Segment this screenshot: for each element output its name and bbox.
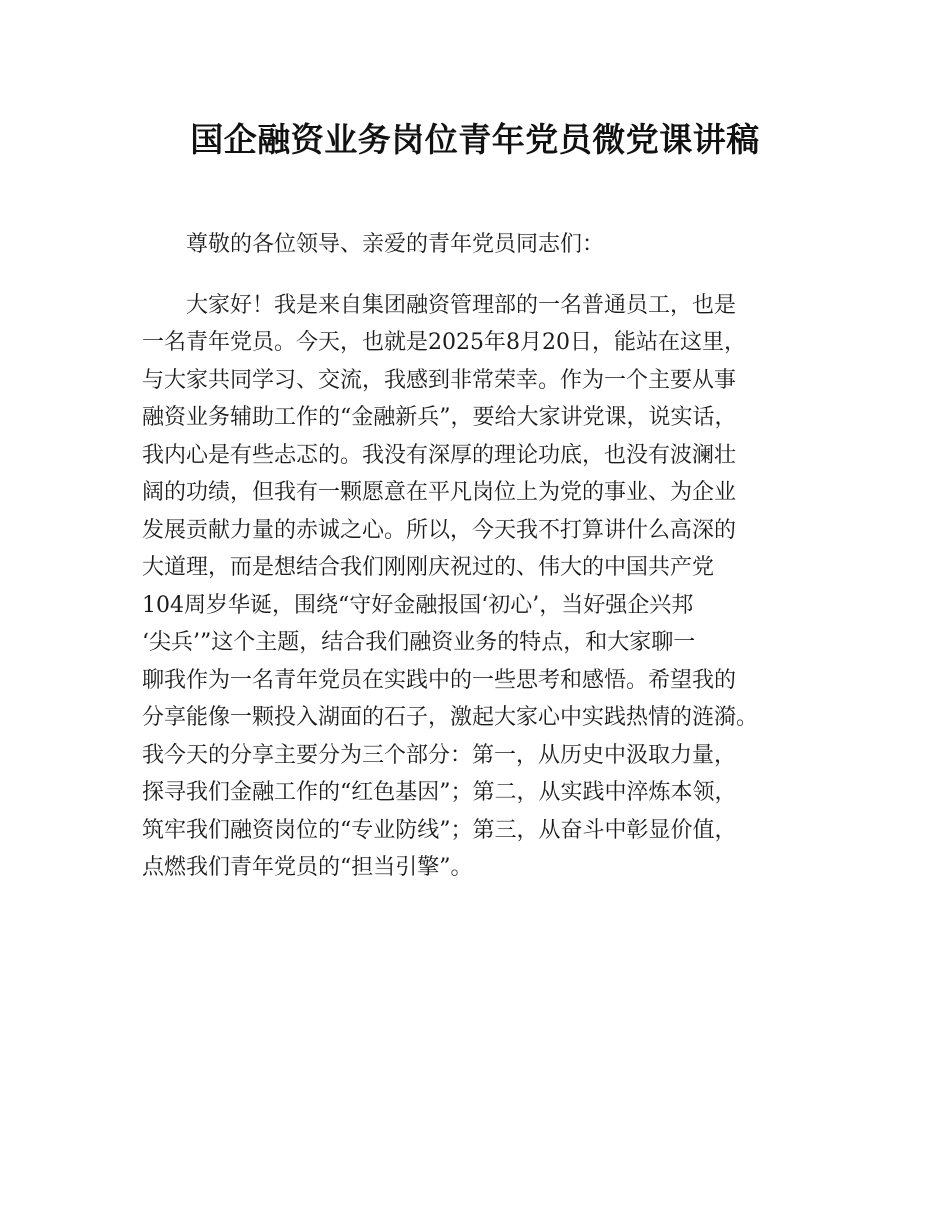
paragraph-line: 大道理，而是想结合我们刚刚庆祝过的、伟大的中国共产党	[142, 555, 715, 580]
paragraph-line: 融资业务辅助工作的“金融新兵”，要给大家讲党课，说实话，	[142, 405, 737, 430]
greeting-line: 尊敬的各位领导、亲爱的青年党员同志们：	[142, 232, 605, 257]
document-body	[142, 226, 814, 887]
intro-paragraph	[142, 287, 814, 887]
paragraph-line: 点燃我们青年党员的“担当引擎”。	[142, 855, 473, 880]
paragraph-line: 与大家共同学习、交流，我感到非常荣幸。作为一个主要从事	[142, 367, 737, 393]
paragraph-line: 我今天的分享主要分为三个部分：第一，从历史中汲取力量，	[142, 742, 737, 768]
document-title: 国企融资业务岗位青年党员微党课讲稿	[190, 120, 760, 159]
paragraph-line: 聊我作为一名青年党员在实践中的一些思考和感悟。希望我的	[142, 667, 737, 693]
paragraph-line: 阔的功绩，但我有一颗愿意在平凡岗位上为党的事业、为企业	[142, 480, 737, 505]
paragraph-line: 探寻我们金融工作的“红色基因”；第二，从实践中淬炼本领，	[142, 780, 737, 805]
paragraph-line: 我内心是有些忐忑的。我没有深厚的理论功底，也没有波澜壮	[142, 442, 737, 468]
paragraph-line: 大家好！我是来自集团融资管理部的一名普通员工，也是	[142, 292, 737, 318]
paragraph-line: 筑牢我们融资岗位的“专业防线”；第三，从奋斗中彰显价值，	[142, 817, 737, 843]
paragraph-line: 一名青年党员。今天，也就是2025年8月20日，能站在这里，	[142, 330, 746, 355]
paragraph-line: ‘尖兵’”这个主题，结合我们融资业务的特点，和大家聊一	[142, 630, 696, 655]
paragraph-line: 104周岁华诞，围绕“守好金融报国‘初心’，当好强企兴邦	[142, 592, 694, 618]
greeting-paragraph	[142, 226, 814, 264]
paragraph-line: 发展贡献力量的赤诚之心。所以，今天我不打算讲什么高深的	[142, 517, 737, 543]
paragraph-line: 分享能像一颗投入湖面的石子，激起大家心中实践热情的涟漪。	[142, 705, 759, 730]
